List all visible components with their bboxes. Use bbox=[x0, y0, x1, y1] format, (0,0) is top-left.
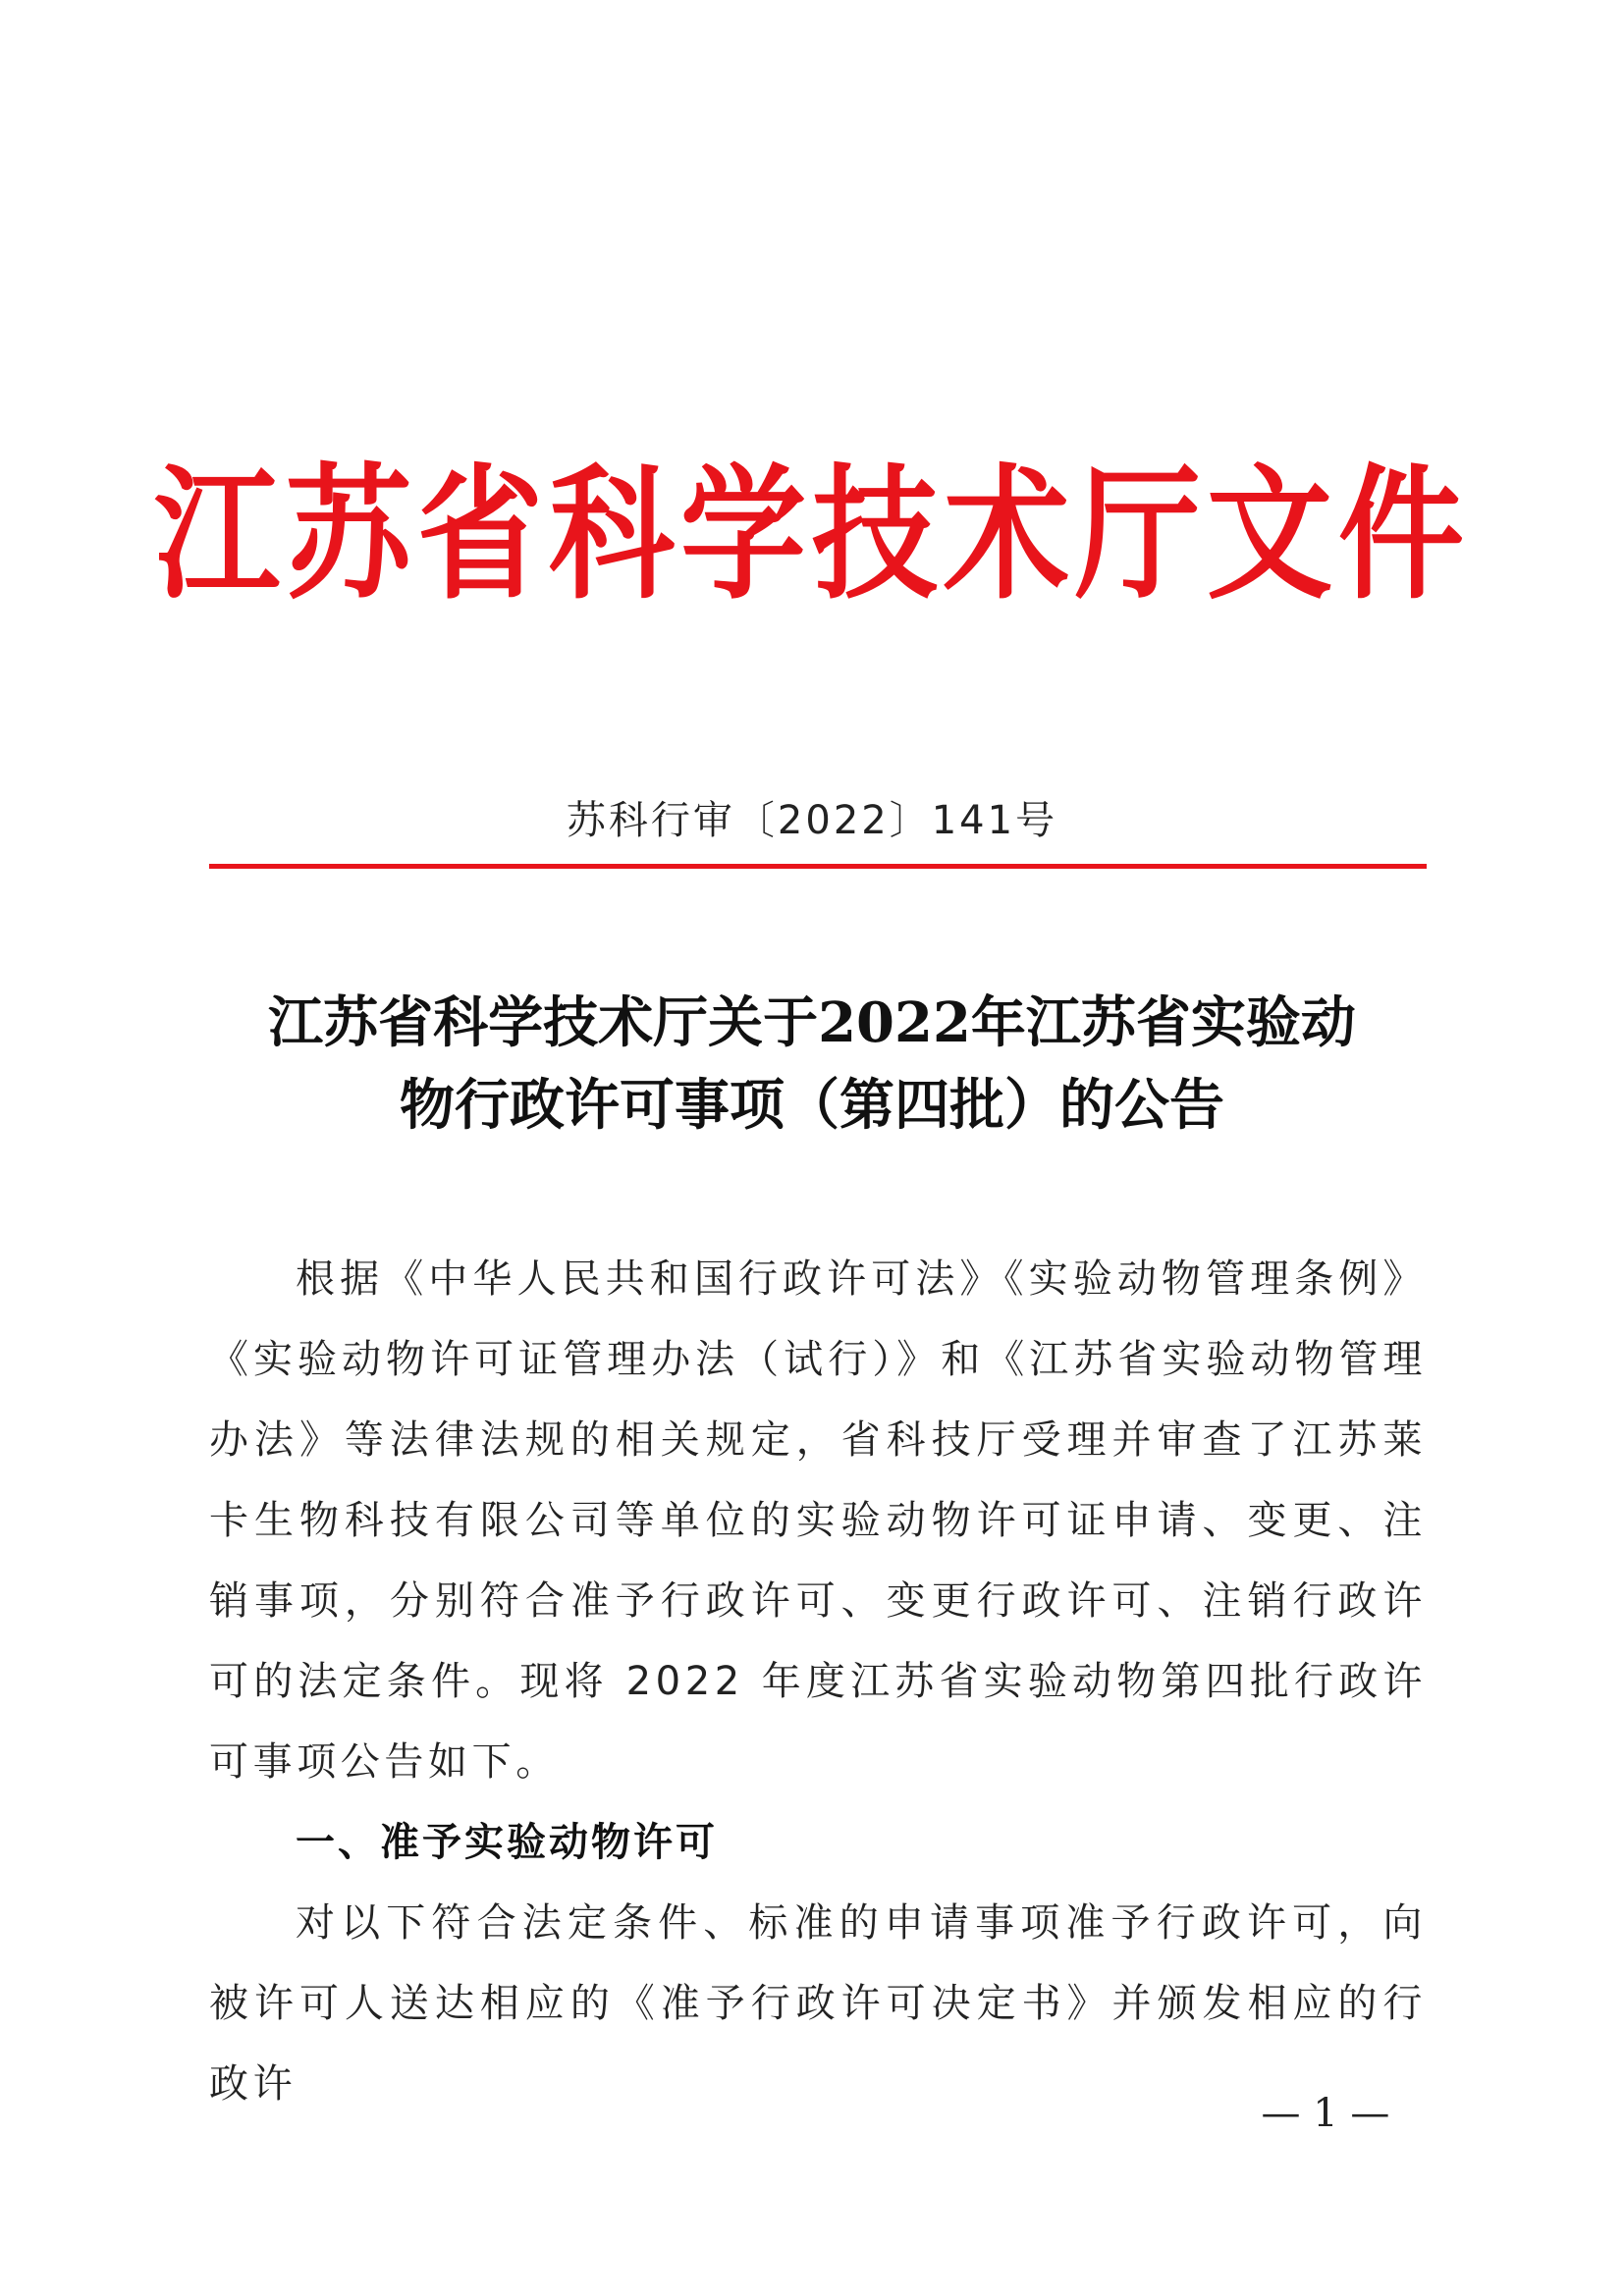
red-divider-line bbox=[209, 864, 1427, 869]
announcement-title-line1: 江苏省科学技术厅关于2022年江苏省实验动 bbox=[268, 990, 1356, 1055]
masthead-title: 江苏省科学技术厅文件 bbox=[153, 450, 1470, 620]
intro-paragraph: 根据《中华人民共和国行政许可法》《实验动物管理条例》《实验动物许可证管理办法（试行）》和《江苏省实验动物管理办法》等法律法规的相关规定，省科技厅受理并审查了江苏莱卡生物科技有限公司等单位的实验动物许可证申请、变更、注销事项，分别符合准予行政许可、变更行政许可、注销行政许可的法定条件。现将 2022 年度江苏省实验动物第四批行政许可事项公告如下。 bbox=[209, 1256, 1427, 1785]
section-paragraph: 对以下符合法定条件、标准的申请事项准予行政许可，向被许可人送达相应的《准予行政许可决定书》并颁发相应的行政许 bbox=[209, 1900, 1427, 2107]
page-number: — 1 — bbox=[1261, 2091, 1390, 2136]
section-heading: 一、准予实验动物许可 bbox=[296, 1820, 718, 1865]
announcement-title bbox=[196, 982, 1428, 1147]
document-body bbox=[209, 1239, 1427, 2124]
announcement-title-line2: 物行政许可事项（第四批）的公告 bbox=[400, 1073, 1224, 1138]
document-number: 苏科行审〔2022〕141号 bbox=[566, 798, 1058, 843]
